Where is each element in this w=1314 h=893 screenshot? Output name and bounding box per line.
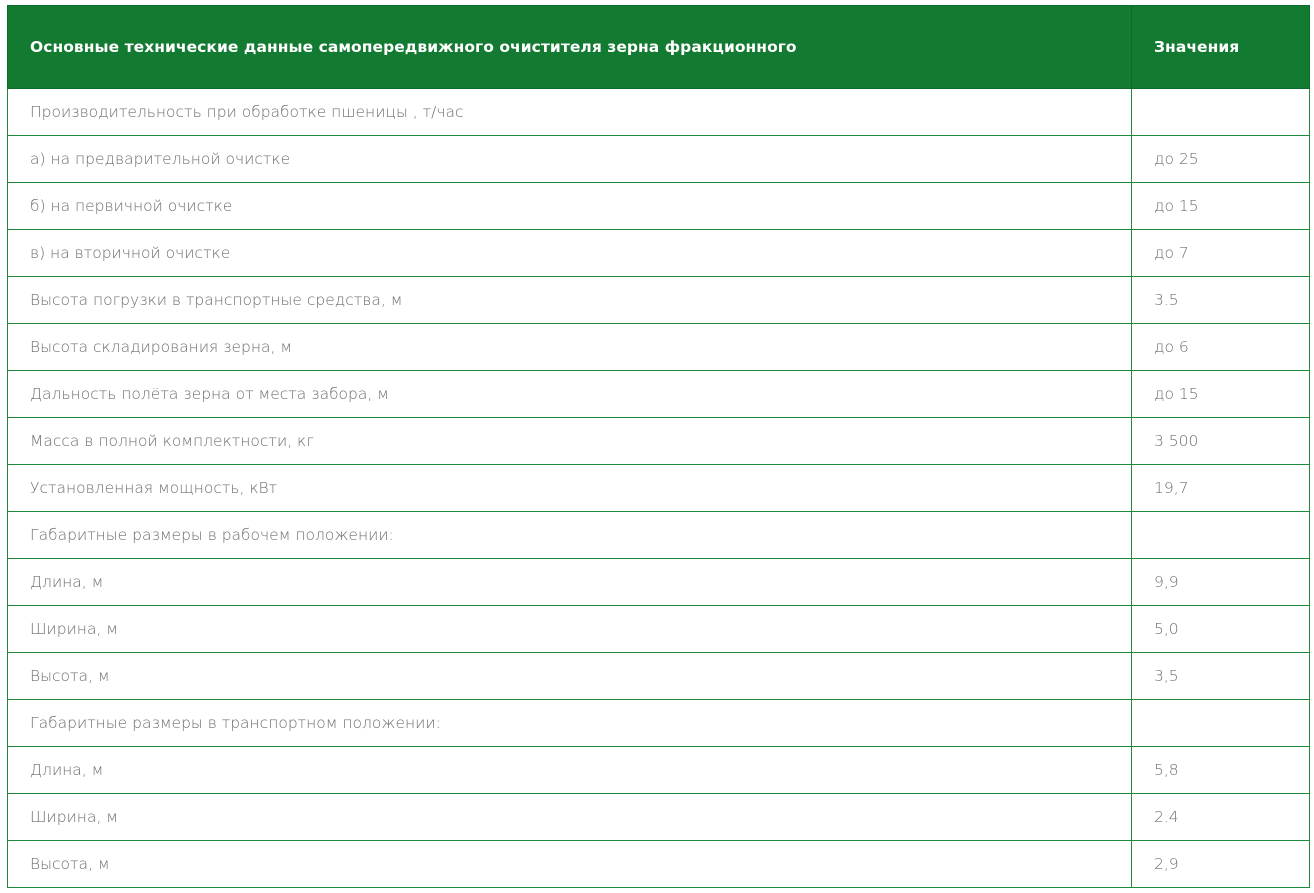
table-row xyxy=(8,747,1310,794)
table-row xyxy=(8,700,1310,747)
table-row xyxy=(8,418,1310,465)
table-row xyxy=(8,841,1310,888)
header-value: Значения xyxy=(1132,6,1310,89)
row-value: до 25 xyxy=(1132,136,1310,183)
row-param: Высота погрузки в транспортные средства, м xyxy=(8,277,1132,324)
row-value: 5,8 xyxy=(1132,747,1310,794)
row-value: 9,9 xyxy=(1132,559,1310,606)
table-row xyxy=(8,606,1310,653)
row-param: Габаритные размеры в рабочем положении: xyxy=(8,512,1132,559)
header-row xyxy=(8,6,1310,89)
row-param: Высота, м xyxy=(8,653,1132,700)
table-row xyxy=(8,230,1310,277)
row-value: 19,7 xyxy=(1132,465,1310,512)
row-value: до 15 xyxy=(1132,183,1310,230)
row-param: Дальность полёта зерна от места забора, м xyxy=(8,371,1132,418)
row-param: Длина, м xyxy=(8,747,1132,794)
row-value: до 15 xyxy=(1132,371,1310,418)
row-value: 3,5 xyxy=(1132,653,1310,700)
table-row xyxy=(8,559,1310,606)
row-param: Длина, м xyxy=(8,559,1132,606)
row-param: Высота складирования зерна, м xyxy=(8,324,1132,371)
table-header xyxy=(8,6,1310,89)
row-value: 5,0 xyxy=(1132,606,1310,653)
row-param: Производительность при обработке пшеницы , т/час xyxy=(8,89,1132,136)
specs-table-container xyxy=(7,5,1309,888)
header-param: Основные технические данные самопередвижного очистителя зерна фракционного xyxy=(8,6,1132,89)
table-row xyxy=(8,512,1310,559)
row-value: 3.5 xyxy=(1132,277,1310,324)
row-value: 2.4 xyxy=(1132,794,1310,841)
table-row xyxy=(8,277,1310,324)
table-row xyxy=(8,183,1310,230)
row-value: до 7 xyxy=(1132,230,1310,277)
row-param: а) на предварительной очистке xyxy=(8,136,1132,183)
row-value: 2,9 xyxy=(1132,841,1310,888)
row-value xyxy=(1132,89,1310,136)
row-value: до 6 xyxy=(1132,324,1310,371)
row-param: Ширина, м xyxy=(8,606,1132,653)
table-row xyxy=(8,371,1310,418)
table-row xyxy=(8,89,1310,136)
table-row xyxy=(8,653,1310,700)
table-row xyxy=(8,324,1310,371)
row-param: Высота, м xyxy=(8,841,1132,888)
row-param: Масса в полной комплектности, кг xyxy=(8,418,1132,465)
row-value xyxy=(1132,512,1310,559)
row-param: Габаритные размеры в транспортном положении: xyxy=(8,700,1132,747)
row-param: б) на первичной очистке xyxy=(8,183,1132,230)
table-row xyxy=(8,136,1310,183)
row-value: 3 500 xyxy=(1132,418,1310,465)
table-body xyxy=(8,89,1310,888)
row-param: Установленная мощность, кВт xyxy=(8,465,1132,512)
table-row xyxy=(8,465,1310,512)
specs-table xyxy=(7,5,1310,888)
table-row xyxy=(8,794,1310,841)
row-param: в) на вторичной очистке xyxy=(8,230,1132,277)
row-param: Ширина, м xyxy=(8,794,1132,841)
row-value xyxy=(1132,700,1310,747)
